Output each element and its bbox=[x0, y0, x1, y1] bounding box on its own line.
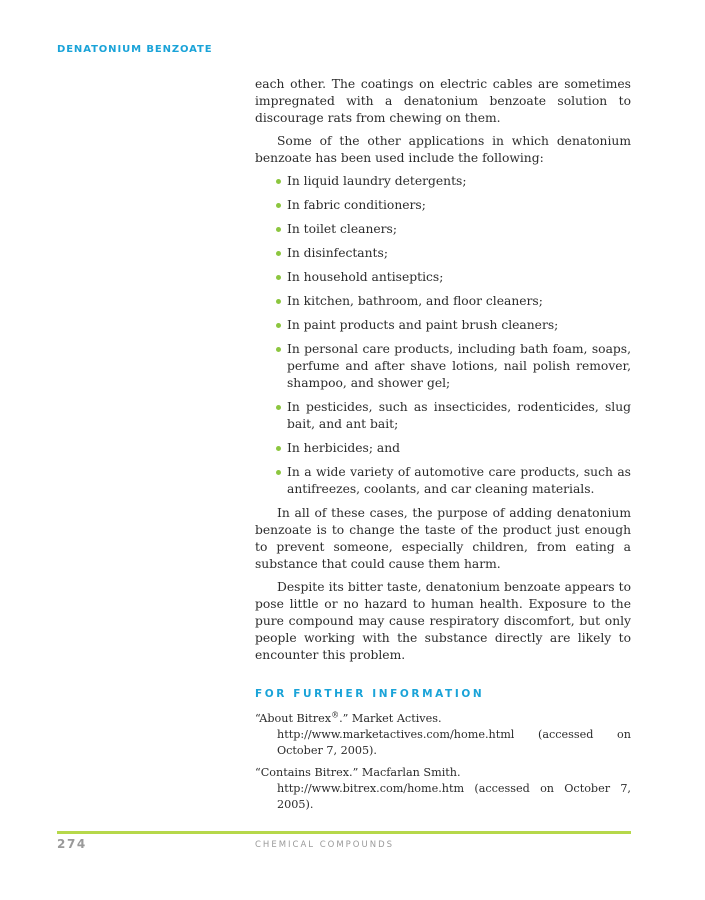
reference-title: “Contains Bitrex.” Macfarlan Smith. bbox=[255, 766, 461, 779]
book-title: CHEMICAL COMPOUNDS bbox=[255, 840, 395, 850]
bullet-icon bbox=[276, 275, 281, 280]
list-item-text: In personal care products, including bath foam, soaps, perfume and after shave lotions, nail polish remover, shampoo, and shower gel; bbox=[287, 342, 631, 390]
bullet-icon bbox=[276, 323, 281, 328]
list-item bbox=[287, 245, 631, 262]
list-item-text: In pesticides, such as insecticides, rodenticides, slug bait, and ant bait; bbox=[287, 400, 631, 431]
bullet-icon bbox=[276, 179, 281, 184]
bullet-icon bbox=[276, 299, 281, 304]
paragraph: Some of the other applications in which denatonium benzoate has been used include the following: bbox=[255, 134, 631, 165]
list-item-text: In disinfectants; bbox=[287, 246, 388, 260]
list-item-text: In liquid laundry detergents; bbox=[287, 174, 467, 188]
list-item bbox=[287, 317, 631, 334]
list-item-text: In fabric conditioners; bbox=[287, 198, 426, 212]
main-column bbox=[255, 76, 631, 819]
list-item-text: In a wide variety of automotive care products, such as antifreezes, coolants, and car cleaning materials. bbox=[287, 465, 631, 496]
list-item bbox=[287, 464, 631, 498]
page-number: 274 bbox=[57, 837, 87, 851]
paragraph: In all of these cases, the purpose of adding denatonium benzoate is to change the taste of the product just enough to prevent someone, especially children, from eating a substance that could cause them harm. bbox=[255, 506, 631, 571]
bullet-icon bbox=[276, 227, 281, 232]
list-item bbox=[287, 341, 631, 392]
list-item-text: In herbicides; and bbox=[287, 441, 401, 455]
list-item-text: In kitchen, bathroom, and floor cleaners; bbox=[287, 294, 543, 308]
reference-title: “About Bitrex®.” Market Actives. bbox=[255, 710, 442, 725]
reference-entry bbox=[255, 765, 631, 813]
list-item bbox=[287, 293, 631, 310]
paragraph: each other. The coatings on electric cables are sometimes impregnated with a denatonium benzoate solution to discourage rats from chewing on them. bbox=[255, 77, 631, 125]
list-item bbox=[287, 173, 631, 190]
bullet-icon bbox=[276, 347, 281, 352]
list-item-text: In paint products and paint brush cleaners; bbox=[287, 318, 559, 332]
reference-entry bbox=[255, 711, 631, 759]
list-item bbox=[287, 440, 631, 457]
application-list bbox=[255, 173, 631, 498]
footer-rule bbox=[57, 831, 631, 834]
bullet-icon bbox=[276, 446, 281, 451]
further-information-heading: FOR FURTHER INFORMATION bbox=[255, 688, 485, 700]
reference-link[interactable]: http://www.marketactives.com/home.html (accessed on October 7, 2005). bbox=[277, 728, 631, 757]
bullet-icon bbox=[276, 470, 281, 475]
bullet-icon bbox=[276, 405, 281, 410]
paragraph: Despite its bitter taste, denatonium benzoate appears to pose little or no hazard to human health. Exposure to the pure compound may cause respiratory discomfort, but only people working with the substance directly are likely to encounter this problem. bbox=[255, 580, 631, 662]
bullet-icon bbox=[276, 203, 281, 208]
reference-link[interactable]: http://www.bitrex.com/home.htm (accessed on October 7, 2005). bbox=[277, 782, 631, 811]
list-item bbox=[287, 221, 631, 238]
list-item bbox=[287, 269, 631, 286]
list-item bbox=[287, 399, 631, 433]
list-item bbox=[287, 197, 631, 214]
bullet-icon bbox=[276, 251, 281, 256]
list-item-text: In toilet cleaners; bbox=[287, 222, 397, 236]
list-item-text: In household antiseptics; bbox=[287, 270, 444, 284]
running-head: DENATONIUM BENZOATE bbox=[57, 44, 213, 55]
